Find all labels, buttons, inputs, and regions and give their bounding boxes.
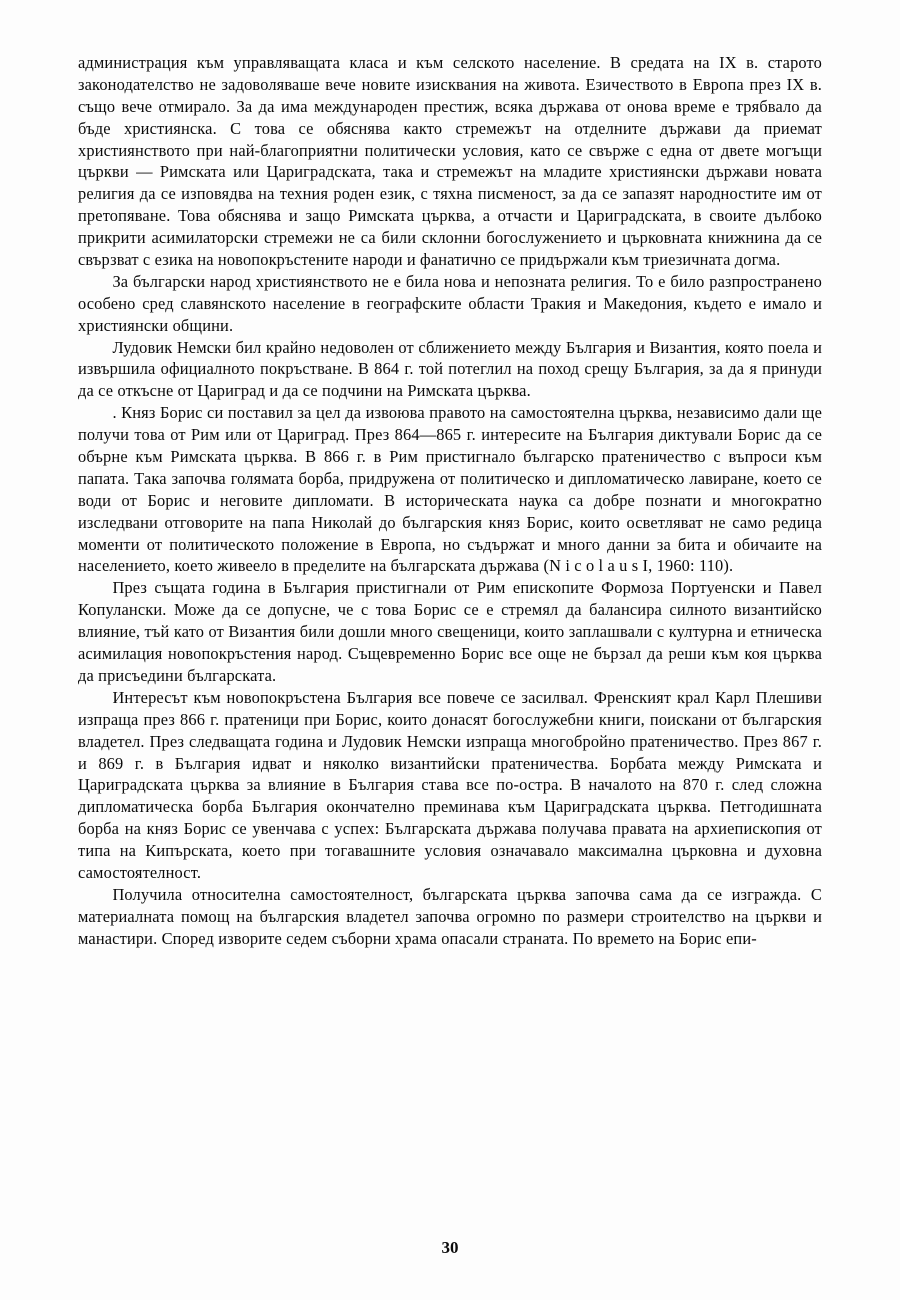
paragraph: . Княз Борис си поставил за цел да извоюва правото на самостоятелна църква, независимо дали ще получи това от Рим или от Цариград. През 864—865 г. интересите на България диктували Борис да се обърне към Римската църква. В 866 г. в Рим пристигнало българско пратеничество с въпроси към папата. Така започва голямата борба, придружена от политическо и дипломатическо лавиране, което се води от Борис и неговите дипломати. В историческата наука са добре познати и многократно изследвани отговорите на папа Николай до българския княз Борис, които осветляват не само редица моменти от политическото положение в Европа, но съдържат и много данни за бита и обичаите на населението, което живеело в пределите на българската държава (N i c o l a u s I, 1960: 110). — [78, 403, 822, 576]
page-number: 30 — [441, 1238, 459, 1257]
page-body — [78, 52, 822, 950]
paragraph: За български народ християнството не е била нова и непозната религия. То е било разпространено особено сред славянското население в географските области Тракия и Македония, където е имало и християнски общини. — [78, 271, 822, 335]
paragraph: администрация към управляващата класа и към селското население. В средата на IX в. старото законодателство не задоволяваше вече новите изисквания на живота. Езичеството в Европа през IX в. също вече отмирало. За да има международен престиж, всяка държава от онова време е трябвало да бъде християнска. С това се обяснява както стремежът на отделните държави да приемат християнството при най-благоприятни политически условия, като се свърже с една от двете могъщи църкви — Римската или Цариградската, така и стремежът на младите християнски държави новата религия да се изповядва на техния роден език, с тяхна писменост, за да се запазят народностите им от претопяване. Това обяснява и защо Римската църква, а отчасти и Цариградската, в своите дълбоко прикрити асимилаторски стремежи не са били склонни богослужението и църковната книжнина да се свързват с езика на новопокръстените народи и фанатично се придържали към триезичната догма. — [78, 53, 822, 270]
paragraph: Интересът към новопокръстена България все повече се засилвал. Френският крал Карл Плешиви изпраща през 866 г. пратеници при Борис, които донасят богослужебни книги, поискани от българския владетел. През следващата година и Лудовик Немски изпраща многобройно пратеничество. През 867 г. и 869 г. в България идват и няколко византийски пратеничества. Борбата между Римската и Цариградската църква за влияние в България става все по-остра. В началото на 870 г. след сложна дипломатическа борба България окончателно преминава към Цариградската църква. Петгодишната борба на княз Борис се увенчава с успех: Българската държава получава правата на архиепископия от типа на Кипърската, което при тогавашните условия означавало максимална църковна и духовна самостоятелност. — [78, 687, 822, 882]
paragraph: Получила относителна самостоятелност, българската църква започва сама да се изгражда. С материалната помощ на българския владетел започва огромно по размери строителство на църкви и манастири. Според изворите седем съборни храма опасали страната. По времето на Борис епи- — [78, 884, 822, 948]
paragraph: През същата година в България пристигнали от Рим епископите Формоза Портуенски и Павел Копулански. Може да се допусне, че с това Борис се е стремял да балансира силното византийско влияние, тъй като от Византия били дошли много свещеници, които заплашвали с културна и етническа асимилация новопокръстения народ. Същевременно Борис все още не бързал да реши към коя църква да присъедини българската. — [78, 578, 822, 685]
paragraph: Лудовик Немски бил крайно недоволен от сближението между България и Византия, която поела и извършила официалното покръстване. В 864 г. той потеглил на поход срещу България, за да я принуди да се откъсне от Цариград и да се подчини на Римската църква. — [78, 337, 822, 401]
